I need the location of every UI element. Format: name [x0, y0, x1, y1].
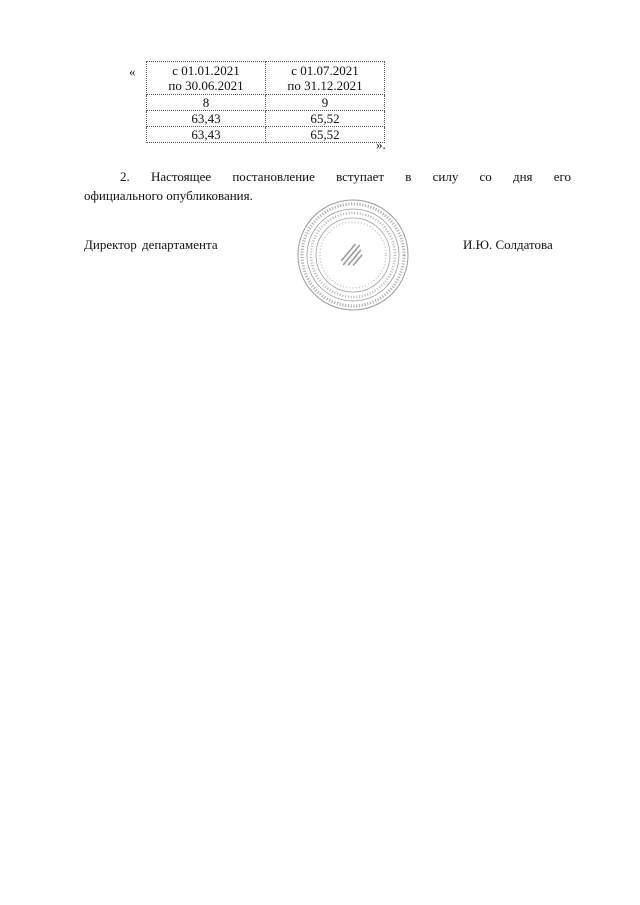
opening-quote: « — [129, 64, 136, 79]
table-row — [147, 95, 385, 111]
table-row — [147, 111, 385, 127]
period-end: по 31.12.2021 — [287, 78, 363, 93]
signatory-title: Директор департамента — [84, 237, 218, 252]
table-header-row — [147, 62, 385, 95]
period-start: с 01.01.2021 — [172, 63, 240, 78]
table-cell: 63,43 — [147, 127, 266, 143]
table-header-cell — [266, 62, 385, 95]
period-end: по 30.06.2021 — [168, 78, 244, 93]
period-start: с 01.07.2021 — [291, 63, 359, 78]
paragraph-line: 2. Настоящее постановление вступает в силу со дня его — [120, 169, 571, 184]
table-cell: 65,52 — [266, 127, 385, 143]
closing-quote: ». — [376, 137, 386, 152]
table-row — [147, 127, 385, 143]
table-header-cell — [147, 62, 266, 95]
signatory-name: И.Ю. Солдатова — [463, 237, 553, 252]
table-cell: 9 — [266, 95, 385, 111]
table-cell: 8 — [147, 95, 266, 111]
rates-table — [146, 61, 385, 143]
table-cell: 65,52 — [266, 111, 385, 127]
table-cell: 63,43 — [147, 111, 266, 127]
official-seal — [296, 198, 410, 312]
paragraph-line: официального опубликования. — [84, 188, 253, 203]
